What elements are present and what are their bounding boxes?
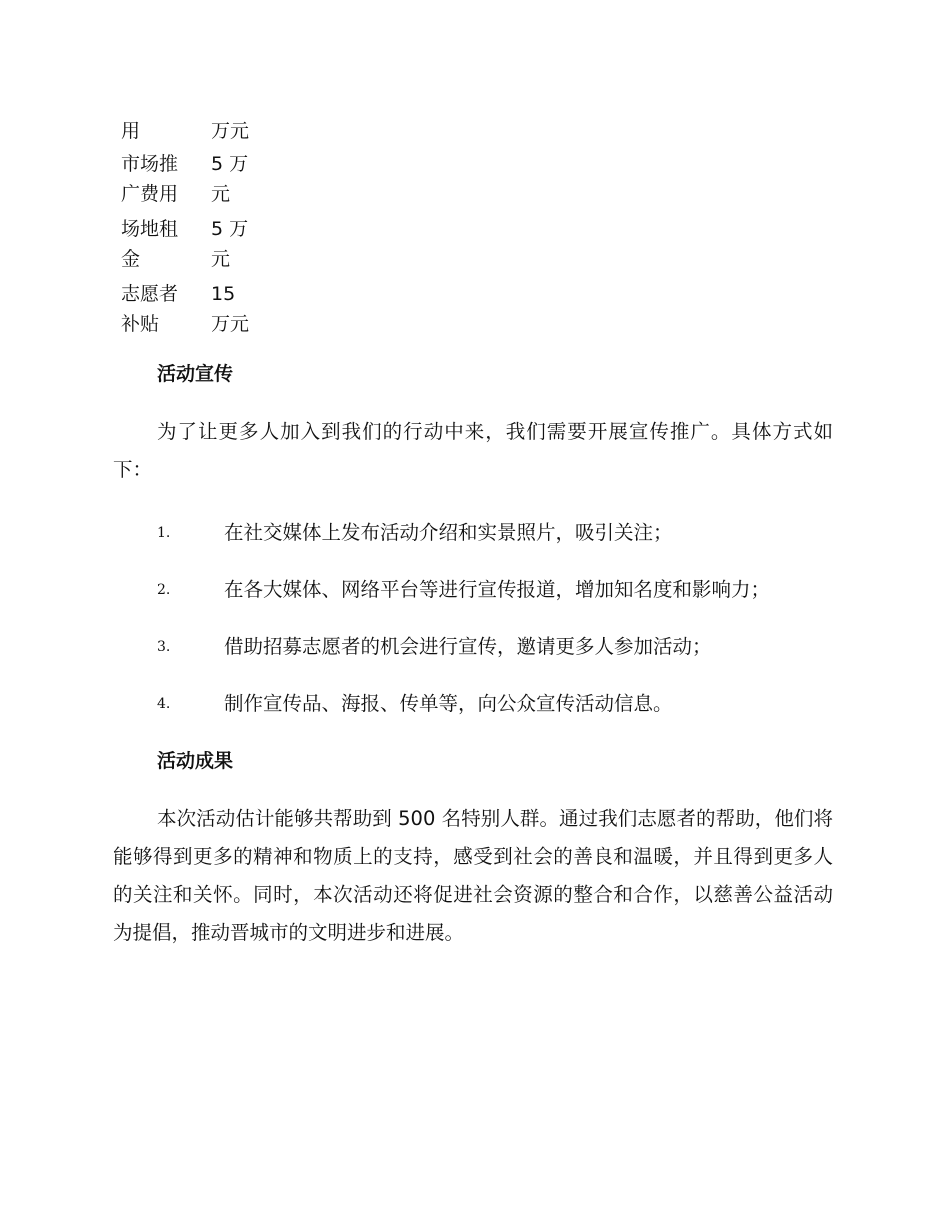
list-text: 在各大媒体、网络平台等进行宣传报道，增加知名度和影响力； xyxy=(224,578,771,601)
budget-row xyxy=(121,279,321,339)
budget-amount: 5 万 元 xyxy=(211,153,249,205)
budget-amount: 5 万 元 xyxy=(211,218,249,270)
list-number: 4. xyxy=(157,696,171,712)
promotion-heading: 活动宣传 xyxy=(157,363,234,385)
list-text: 制作宣传品、海报、传单等，向公众宣传活动信息。 xyxy=(224,692,673,715)
budget-row xyxy=(121,116,321,146)
budget-item: 市场推 广费用 xyxy=(121,153,179,205)
list-item xyxy=(157,632,837,662)
list-number: 1. xyxy=(157,525,171,541)
budget-item: 场地租 金 xyxy=(121,218,179,270)
budget-item: 志愿者 补贴 xyxy=(121,283,179,335)
list-item xyxy=(157,518,837,548)
list-text: 在社交媒体上发布活动介绍和实景照片，吸引关注； xyxy=(224,521,673,544)
list-item xyxy=(157,575,837,605)
results-heading: 活动成果 xyxy=(157,750,234,772)
budget-row xyxy=(121,214,321,274)
list-text: 借助招募志愿者的机会进行宣传，邀请更多人参加活动； xyxy=(224,635,712,658)
list-item xyxy=(157,689,837,719)
list-number: 2. xyxy=(157,582,171,598)
budget-row xyxy=(121,149,321,209)
budget-amount: 万元 xyxy=(211,120,250,142)
budget-amount: 15 万元 xyxy=(211,283,250,335)
list-number: 3. xyxy=(157,639,171,655)
budget-table xyxy=(121,116,321,344)
promotion-intro: 为了让更多人加入到我们的行动中来，我们需要开展宣传推广。具体方式如下： xyxy=(113,420,833,481)
budget-item: 用 xyxy=(121,120,141,142)
results-body: 本次活动估计能够共帮助到 500 名特别人群。通过我们志愿者的帮助，他们将能够得到更多的精神和物质上的支持，感受到社会的善良和温暖，并且得到更多人的关注和关怀。同时，本次活动还将促进社会资源的整合和合作，以慈善公益活动为提倡，推动晋城市的文明进步和进展。 xyxy=(113,807,833,944)
